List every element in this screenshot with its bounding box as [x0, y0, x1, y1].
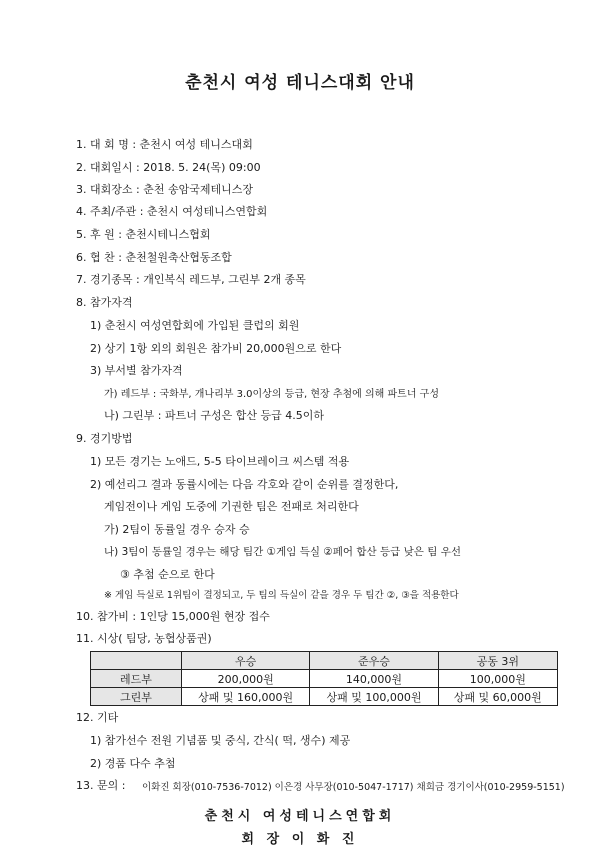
eligibility-3: 3) 부서별 참가자격: [90, 364, 183, 377]
awards-cell: 140,000원: [310, 670, 438, 688]
method-2: 2) 예선리그 결과 동률시에는 다음 각호와 같이 순위를 결정한다,: [90, 478, 399, 491]
awards-header-row: [91, 652, 558, 670]
awards-row-green: [91, 688, 558, 706]
item-event-venue: 3. 대회장소 : 춘천 송암국제테니스장: [76, 183, 253, 196]
awards-cell: 상패 및 100,000원: [310, 688, 438, 706]
footer-organization: 춘천시 여성테니스연합회: [204, 809, 396, 824]
eligibility-3b: 나) 그린부 : 파트너 구성은 합산 등급 4.5이하: [104, 409, 324, 422]
awards-row-red: [91, 670, 558, 688]
footer-signer: 회 장 이 화 진: [241, 832, 359, 847]
awards-row-label: 레드부: [91, 670, 182, 688]
item-sponsor: 5. 후 원 : 춘천시테니스협회: [76, 228, 211, 241]
method-2-na-cont: ③ 추첨 순으로 한다: [120, 568, 215, 581]
item-organizer: 4. 주최/주관 : 춘천시 여성테니스연합회: [76, 205, 268, 218]
document-title: 춘천시 여성 테니스대회 안내: [185, 73, 415, 93]
item-match-method: 9. 경기방법: [76, 432, 133, 445]
awards-header-blank: [91, 652, 182, 670]
awards-cell: 200,000원: [182, 670, 310, 688]
eligibility-2: 2) 상기 1항 외의 회원은 참가비 20,000원으로 한다: [90, 342, 342, 355]
other-2: 2) 경품 다수 추첨: [90, 757, 176, 770]
awards-cell: 상패 및 60,000원: [438, 688, 557, 706]
awards-row-label: 그린부: [91, 688, 182, 706]
awards-cell: 상패 및 160,000원: [182, 688, 310, 706]
method-2-na: 나) 3팀이 동률일 경우는 해당 팀간 ①게임 득실 ②페어 합산 등급 낮은 팀 우선: [104, 546, 461, 558]
item-event-date: 2. 대회일시 : 2018. 5. 24(목) 09:00: [76, 161, 261, 174]
awards-header-third: 공동 3위: [438, 652, 557, 670]
item-awards: 11. 시상( 팀당, 농협상품권): [76, 632, 212, 645]
awards-header-second: 준우승: [310, 652, 438, 670]
item-eligibility: 8. 참가자격: [76, 296, 133, 309]
method-2-forfeit: 게임전이나 게임 도중에 기권한 팀은 전패로 처리한다: [104, 500, 359, 513]
eligibility-1: 1) 춘천시 여성연합회에 가입된 클럽의 회원: [90, 319, 300, 332]
awards-table: [90, 651, 558, 706]
item-cosponsor: 6. 협 찬 : 춘천철원축산협동조합: [76, 251, 232, 264]
eligibility-3a: 가) 레드부 : 국화부, 개나리부 3.0이상의 등급, 현장 추첨에 의해 파트너 구성: [104, 389, 439, 400]
other-1: 1) 참가선수 전원 기념품 및 중식, 간식( 떡, 생수) 제공: [90, 734, 351, 747]
awards-cell: 100,000원: [438, 670, 557, 688]
method-note: ※ 게임 득실로 1위팀이 결정되고, 두 팀의 득실이 같을 경우 두 팀간 ②, ③을 적용한다: [104, 590, 459, 601]
awards-header-first: 우승: [182, 652, 310, 670]
item-other: 12. 기타: [76, 711, 119, 724]
inquiry-contacts: 이화진 회장(010-7536-7012) 이은경 사무장(010-5047-1717) 채희금 경기이사(010-2959-5151): [142, 782, 565, 793]
method-2-ga: 가) 2팀이 동률일 경우 승자 승: [104, 523, 250, 536]
item-inquiry-label: 13. 문의 :: [76, 779, 126, 792]
item-events: 7. 경기종목 : 개인복식 레드부, 그린부 2개 종목: [76, 273, 306, 286]
item-entry-fee: 10. 참가비 : 1인당 15,000원 현장 접수: [76, 610, 270, 623]
item-event-name: 1. 대 회 명 : 춘천시 여성 테니스대회: [76, 138, 253, 151]
method-1: 1) 모든 경기는 노애드, 5-5 타이브레이크 씨스템 적용: [90, 455, 350, 468]
